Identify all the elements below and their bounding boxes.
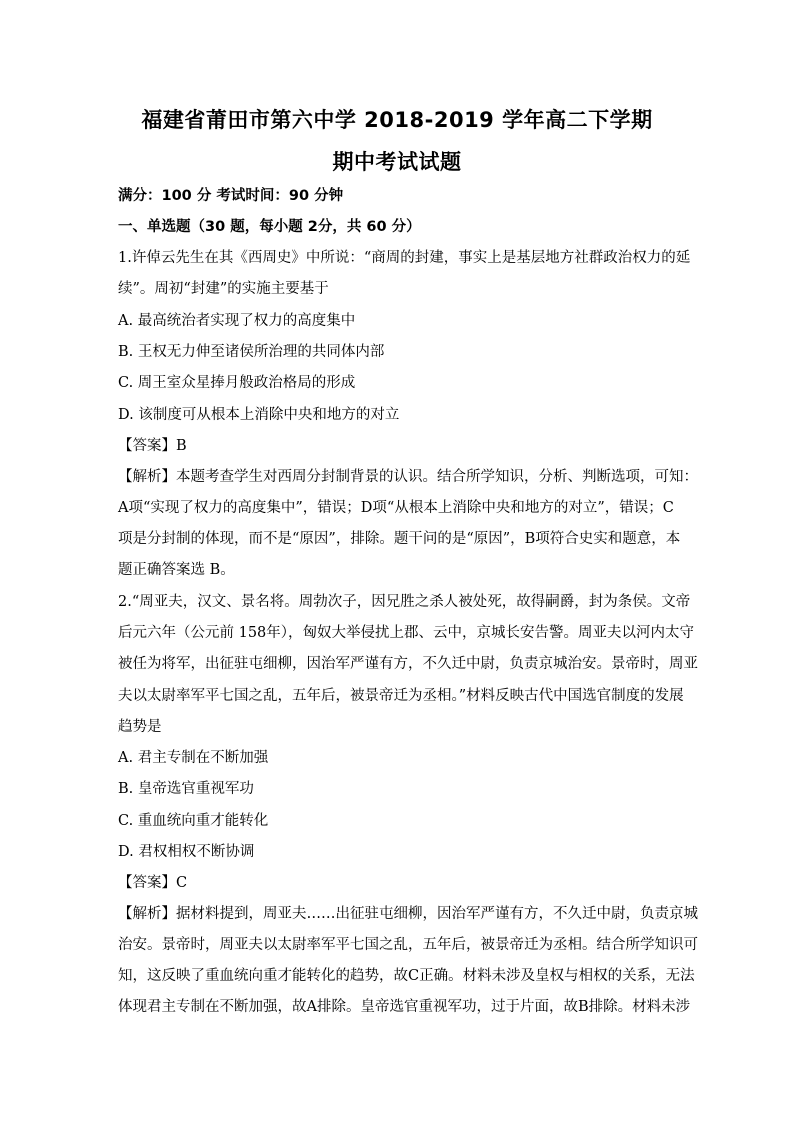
- q2-option-d: D. 君权相权不断协调: [118, 844, 255, 860]
- q1-analysis-line1: 【解析】本题考查学生对西周分封制背景的认识。结合所学知识，分析、判断选项，可知：: [118, 469, 698, 485]
- section-title: 一、单选题（30 题，每小题 2分，共 60 分）: [118, 219, 421, 235]
- q2-stem-line2: 后元六年（公元前 158年），匈奴大举侵扰上郡、云中，京城长安告警。周亚夫以河内太守: [118, 625, 695, 641]
- score-time-line: 满分：100 分 考试时间：90 分钟: [118, 188, 344, 204]
- q1-option-a: A. 最高统治者实现了权力的高度集中: [118, 313, 356, 329]
- q1-analysis-line4: 题正确答案选 B。: [118, 562, 235, 578]
- q2-analysis-line1: 【解析】据材料提到，周亚夫……出征驻屯细柳，因治军严谨有方，不久迁中尉，负责京城: [118, 906, 698, 922]
- document-title-line1: 福建省莆田市第六中学 2018-2019 学年高二下学期: [141, 108, 653, 132]
- q1-option-c: C. 周王室众星捧月般政治格局的形成: [118, 375, 356, 391]
- q1-answer: 【答案】B: [118, 438, 187, 454]
- q2-stem-line3: 被任为将军，出征驻屯细柳，因治军严谨有方，不久迁中尉，负责京城治安。景帝时，周亚: [118, 656, 698, 672]
- q2-option-c: C. 重血统向重才能转化: [118, 813, 269, 829]
- q2-stem-line5: 趋势是: [118, 719, 162, 735]
- q2-option-a: A. 君主专制在不断加强: [118, 750, 269, 766]
- document-title-line2: 期中考试试题: [332, 150, 462, 174]
- q1-analysis-line2: A项“实现了权力的高度集中”，错误；D项“从根本上消除中央和地方的对立”，错误；C: [118, 500, 674, 516]
- q1-analysis-line3: 项是分封制的体现，而不是“原因”，排除。题干问的是“原因”，B项符合史实和题意，本: [118, 531, 681, 547]
- q2-answer: 【答案】C: [118, 875, 188, 891]
- q1-stem-line2: 续”。周初“封建”的实施主要基于: [118, 281, 329, 297]
- q2-analysis-line4: 体现君主专制在不断加强，故A排除。皇帝选官重视军功，过于片面，故B排除。材料未涉: [118, 999, 691, 1015]
- q1-option-d: D. 该制度可从根本上消除中央和地方的对立: [118, 407, 400, 423]
- q2-option-b: B. 皇帝选官重视军功: [118, 781, 254, 797]
- q2-analysis-line2: 治安。景帝时，周亚夫以太尉率军平七国之乱，五年后，被景帝迁为丞相。结合所学知识可: [118, 937, 698, 953]
- q1-stem-line1: 1.许倬云先生在其《西周史》中所说：“商周的封建，事实上是基层地方社群政治权力的延: [118, 250, 691, 266]
- q2-stem-line4: 夫以太尉率军平七国之乱，五年后，被景帝迁为丞相。”材料反映古代中国选官制度的发展: [118, 688, 684, 704]
- q2-analysis-line3: 知，这反映了重血统向重才能转化的趋势，故C正确。材料未涉及皇权与相权的关系，无法: [118, 968, 695, 984]
- q1-option-b: B. 王权无力伸至诸侯所治理的共同体内部: [118, 344, 385, 360]
- q2-stem-line1: 2.“周亚夫，汉文、景名将。周勃次子，因兄胜之杀人被处死，故得嗣爵，封为条侯。文帝: [118, 594, 691, 610]
